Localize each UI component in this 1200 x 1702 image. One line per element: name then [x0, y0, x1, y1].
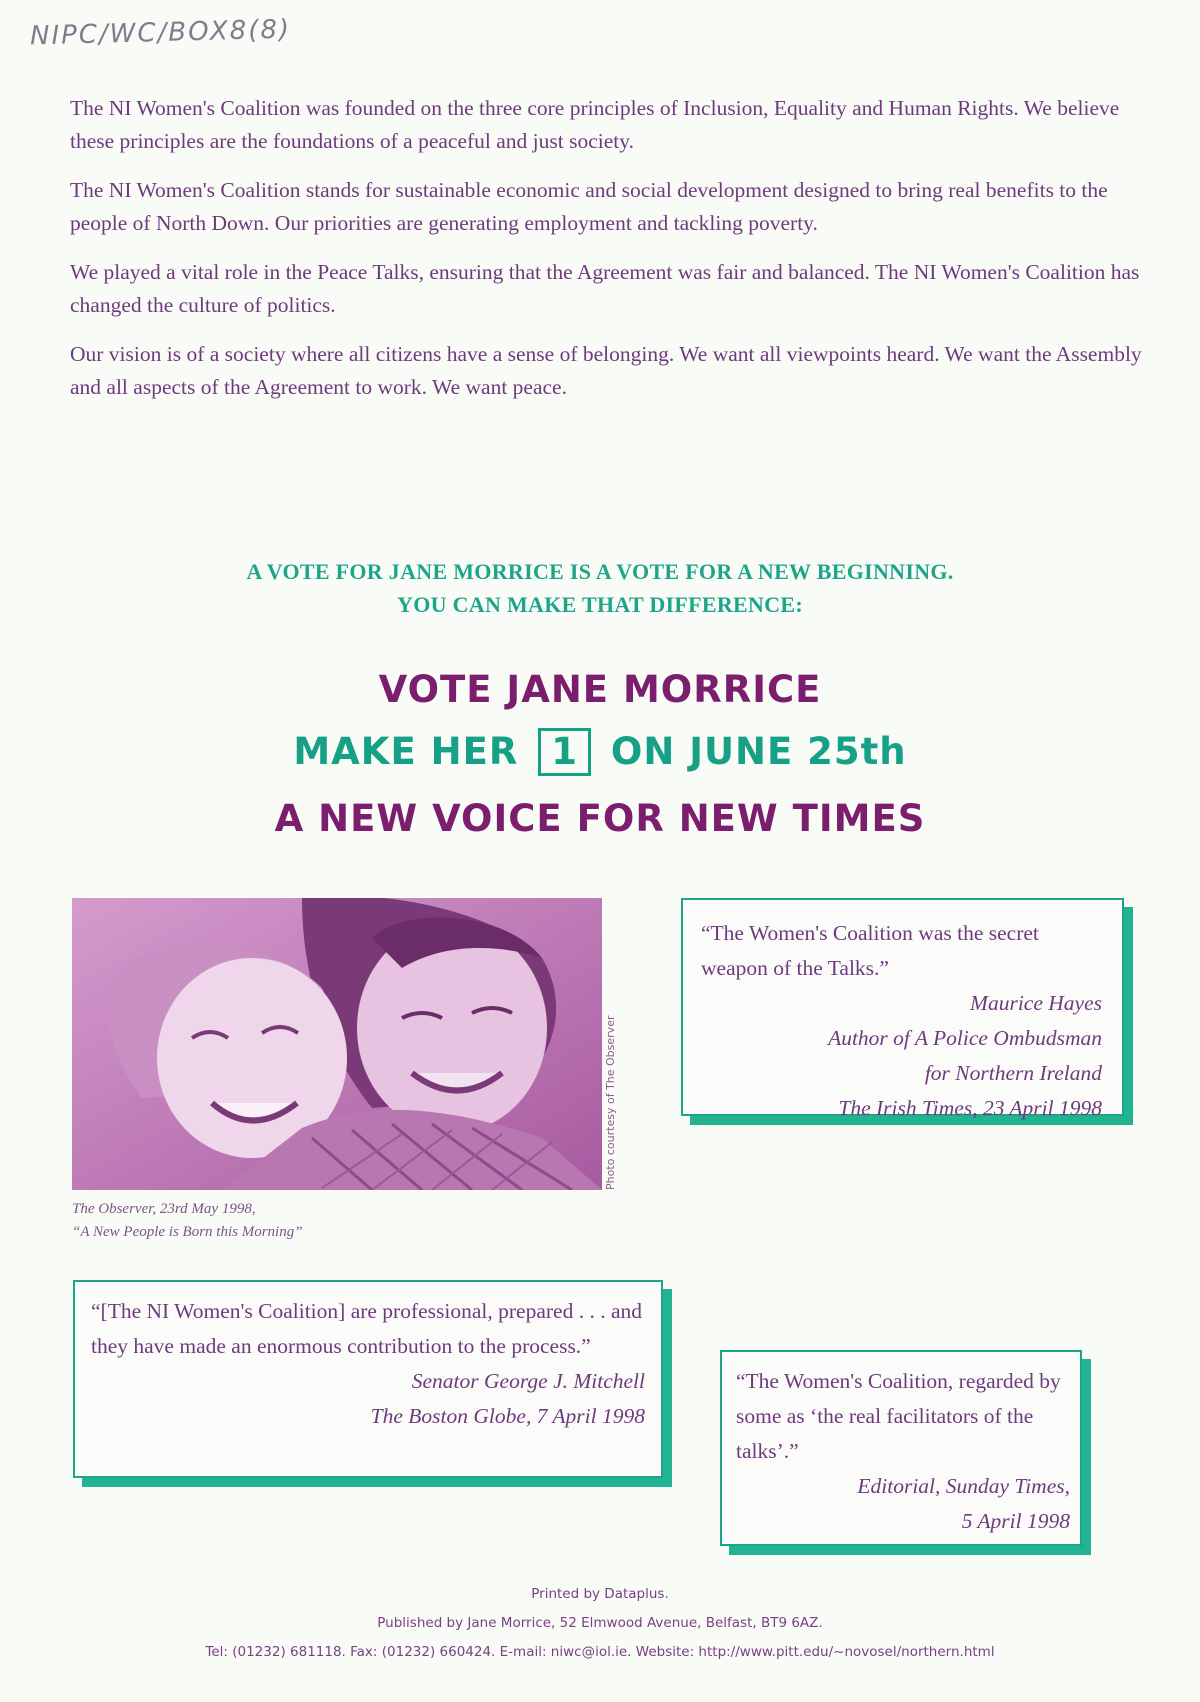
headline-make-her-one — [0, 728, 1200, 776]
slogan — [0, 555, 1200, 621]
quote-attribution: Author of A Police Ombudsman — [828, 1026, 1102, 1050]
slogan-line: A VOTE FOR JANE MORRICE IS A VOTE FOR A NEW BEGINNING. — [246, 559, 954, 584]
quote-text: “The Women's Coalition, regarded by some as ‘the real facilitators of the talks’.” — [736, 1369, 1061, 1463]
photo-credit: Photo courtesy of The Observer — [604, 1015, 617, 1190]
photo-caption-line: “A New People is Born this Morning” — [72, 1224, 303, 1240]
quote-source: The Boston Globe, 7 April 1998 — [370, 1404, 645, 1428]
photo-embrace — [72, 898, 602, 1190]
archive-reference: NIPC/WC/BOX8(8) — [29, 14, 292, 52]
quote-attribution: Editorial, Sunday Times, — [857, 1474, 1070, 1498]
imprint-footer — [0, 1580, 1200, 1667]
quote-box-mitchell — [73, 1280, 663, 1478]
quote-attribution: Maurice Hayes — [970, 991, 1102, 1015]
photo-caption — [72, 1198, 592, 1244]
photo-caption-line: The Observer, 23rd May 1998, — [72, 1201, 256, 1217]
contact-line: Tel: (01232) 681118. Fax: (01232) 660424. E-mail: niwc@iol.ie. Website: http://www.pitt.edu/~novosel/northern.html — [205, 1644, 995, 1660]
quote-source: The Irish Times, 23 April 1998 — [838, 1096, 1102, 1120]
slogan-line: YOU CAN MAKE THAT DIFFERENCE: — [397, 592, 803, 617]
intro-paragraph: We played a vital role in the Peace Talks, ensuring that the Agreement was fair and balanced. The NI Women's Coalition has changed the culture of politics. — [70, 260, 1140, 317]
headline-post: ON JUNE 25th — [610, 730, 907, 773]
preference-number-box: 1 — [538, 728, 591, 776]
quote-attribution: for Northern Ireland — [924, 1061, 1102, 1085]
intro-section — [70, 92, 1150, 420]
headline-new-voice: A NEW VOICE FOR NEW TIMES — [274, 797, 926, 840]
quote-text: “The Women's Coalition was the secret weapon of the Talks.” — [701, 921, 1039, 980]
headline-vote: VOTE JANE MORRICE — [378, 668, 822, 711]
intro-paragraph: Our vision is of a society where all citizens have a sense of belonging. We want all viewpoints heard. We want the Assembly and all aspects of the Agreement to work. We want peace. — [70, 342, 1142, 399]
quote-box-sunday-times — [720, 1350, 1082, 1546]
headline-pre: MAKE HER — [293, 730, 519, 773]
quote-text: “[The NI Women's Coalition] are professional, prepared . . . and they have made an enormous contribution to the process.” — [91, 1299, 643, 1358]
printer-line: Printed by Dataplus. — [531, 1586, 669, 1602]
quote-attribution: Senator George J. Mitchell — [411, 1369, 645, 1393]
publisher-line: Published by Jane Morrice, 52 Elmwood Avenue, Belfast, BT9 6AZ. — [377, 1615, 823, 1631]
quote-source: 5 April 1998 — [961, 1509, 1070, 1533]
quote-box-hayes — [681, 898, 1124, 1120]
intro-paragraph: The NI Women's Coalition was founded on the three core principles of Inclusion, Equality and Human Rights. We believe these principles are the foundations of a peaceful and just society. — [70, 96, 1120, 153]
intro-paragraph: The NI Women's Coalition stands for sustainable economic and social development designed to bring real benefits to the people of North Down. Our priorities are generating employment and tackling poverty. — [70, 178, 1108, 235]
photo-illustration — [72, 898, 602, 1190]
